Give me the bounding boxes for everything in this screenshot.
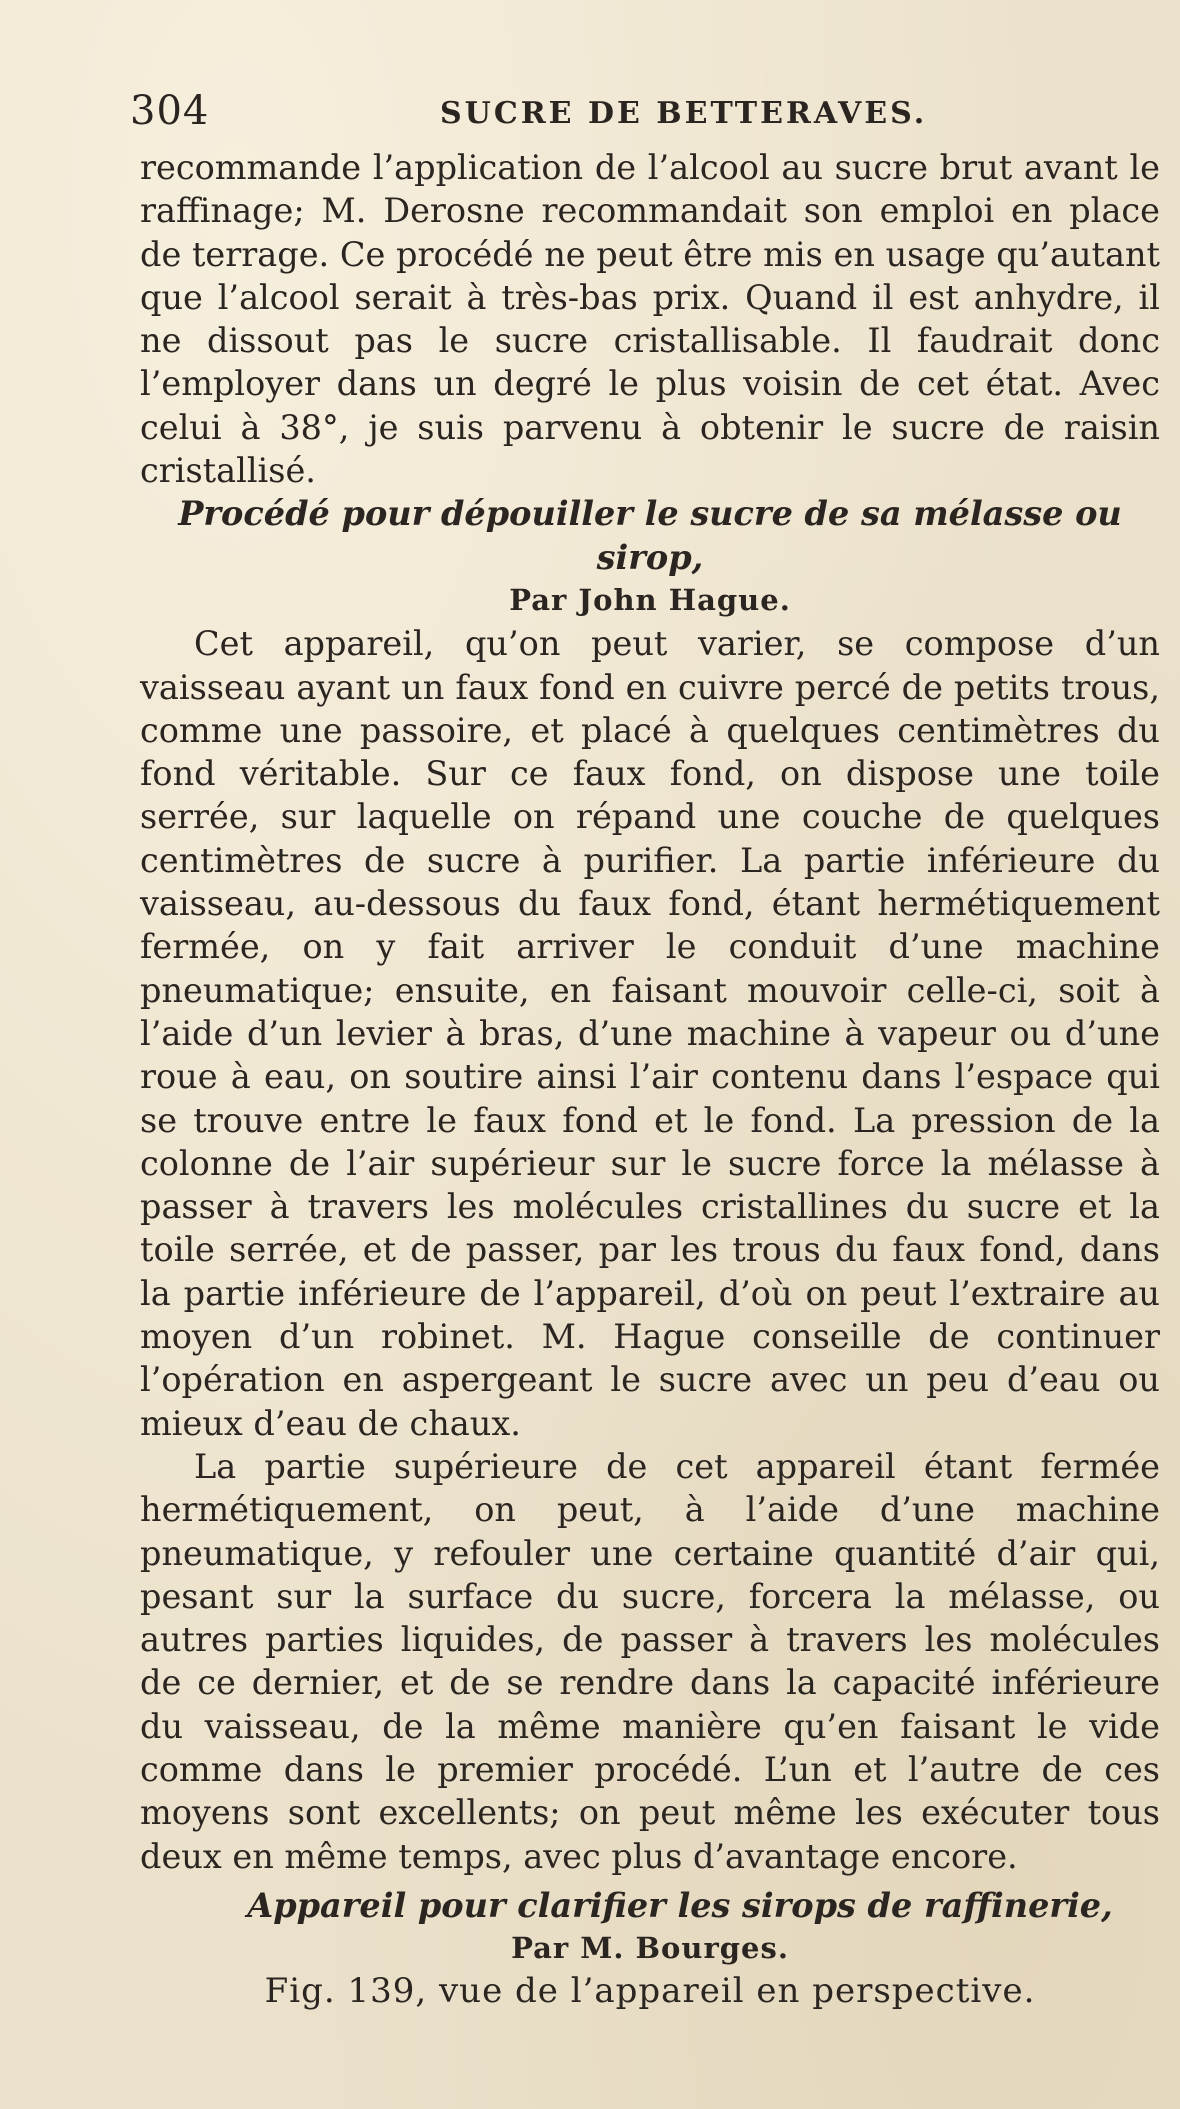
paragraph-upper-part: La partie supérieure de cet appareil étant fermée hermétiquement, on peut, à l’aide d’une machine pneumatique, y refouler une certaine quantité d’air qui, pesant sur la surface du sucre, forcera la mélasse, ou autres parties liquides, de passer à travers les molécules de ce dernier, et de se rendre dans la capacité inférieure du vaisseau, de la même manière qu’en faisant le vide comme dans le premier procédé. L’un et l’autre de ces moyens sont excellents; on peut même les exécuter tous deux en même temps, avec plus d’avantage encore. xyxy=(140,1446,1160,1876)
section-title-bourges: Appareil pour clarifier les sirops de raffinerie, xyxy=(247,1885,1113,1925)
figure-caption: Fig. 139, vue de l’appareil en perspective. xyxy=(264,1971,1036,2012)
page-number: 304 xyxy=(130,88,210,134)
paragraph-continued: recommande l’application de l’alcool au sucre brut avant le raffinage; M. Derosne recommandait son emploi en place de terrage. Ce procédé ne peut être mis en usage qu’autant que l’alcool serait à très-bas prix. Quand il est anhydre, il ne dissout pas le sucre cristallisable. Il faudrait donc l’employer dans un degré le plus voisin de cet état. Avec celui à 38°, je suis parvenu à obtenir le sucre de raisin cristallisé. xyxy=(140,148,1160,491)
running-title: SUCRE DE BETTERAVES. xyxy=(440,96,928,131)
page-content xyxy=(140,146,1160,2014)
paragraph-apparatus: Cet appareil, qu’on peut varier, se compose d’un vaisseau ayant un faux fond en cuivre percé de petits trous, comme une passoire, et placé à quelques centimètres du fond véritable. Sur ce faux fond, on dispose une toile serrée, sur laquelle on répand une couche de quelques centimètres de sucre à purifier. La partie inférieure du vaisseau, au-dessous du faux fond, étant hermétiquement fermée, on y fait arriver le conduit d’une machine pneumatique; ensuite, en faisant mouvoir celle-ci, soit à l’aide d’un levier à bras, d’une machine à vapeur ou d’une roue à eau, on soutire ainsi l’air contenu dans l’espace qui se trouve entre le faux fond et le fond. La pression de la colonne de l’air supérieur sur le sucre force la mélasse à passer à travers les molécules cristallines du sucre et la toile serrée, et de passer, par les trous du faux fond, dans la partie inférieure de l’appareil, d’où on peut l’extraire au moyen d’un robinet. M. Hague conseille de continuer l’opération en aspergeant le sucre avec un peu d’eau ou mieux d’eau de chaux. xyxy=(140,624,1160,1443)
page-header xyxy=(130,88,1140,138)
byline-bourges: Par M. Bourges. xyxy=(511,1931,789,1966)
byline-hague: Par John Hague. xyxy=(509,582,791,617)
section-title-hague: Procédé pour dépouiller le sucre de sa mélasse ou sirop, xyxy=(178,494,1122,577)
